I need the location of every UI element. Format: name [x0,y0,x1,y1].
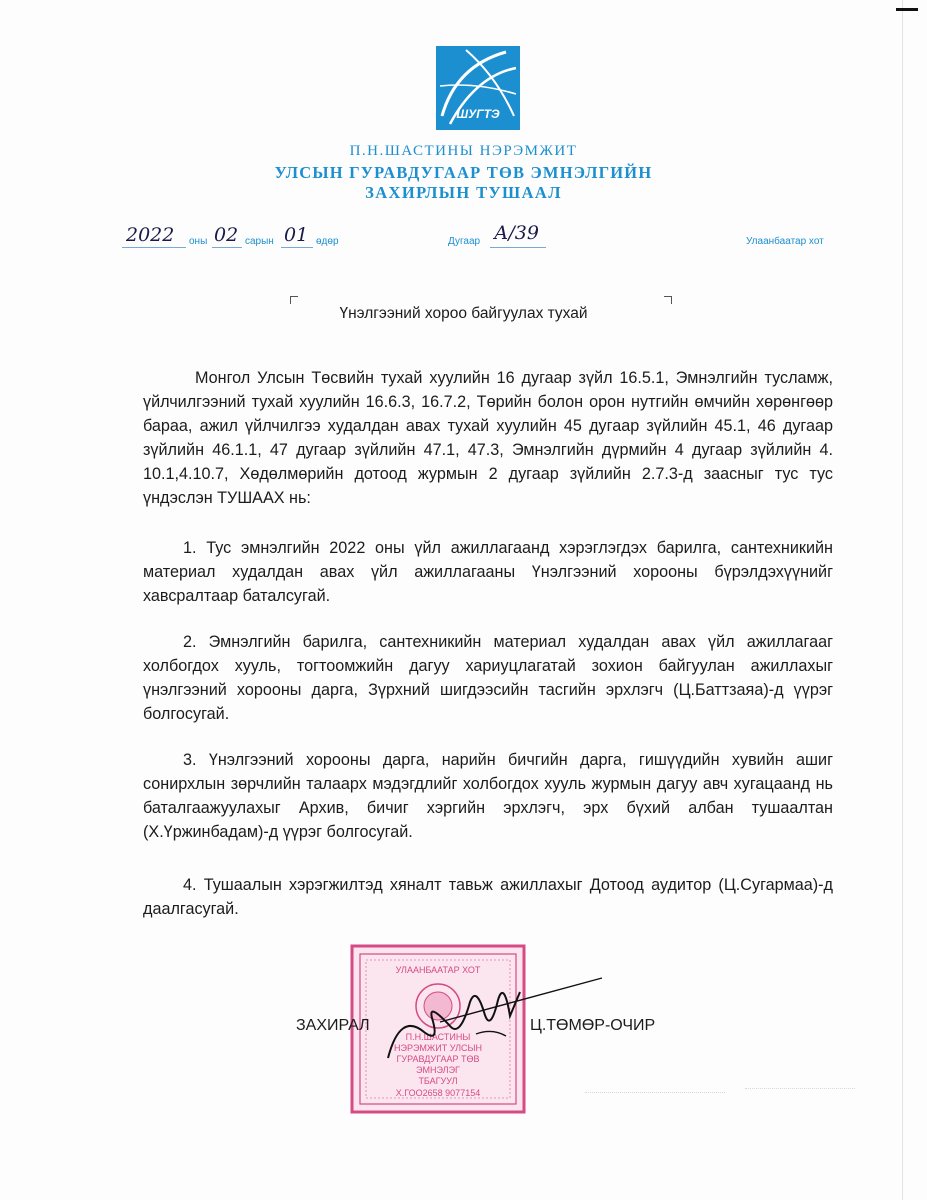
header-line-3: ЗАХИРЛЫН ТУШААЛ [365,183,562,202]
logo-text: ШУГТЭ [456,107,500,121]
signer-role: ЗАХИРАЛ [296,1017,370,1034]
city-label: Улаанбаатар хот [746,236,824,247]
order-item-4-text: 4. Тушаалын хэрэгжилтэд хяналт тавьж ажиллахыг Дотоод аудитор (Ц.Сугармаа)-д даалгасугай. [143,876,833,918]
month-underline [212,247,242,248]
stamp-line-3: ГУРАВДУГААР ТӨВ [396,1054,480,1064]
intro-text: Монгол Улсын Төсвийн тухай хуулийн 16 дугаар зүйл 16.5.1, Эмнэлгийн тусламж, үйлчилгээний тухай хуулийн 16.6.3, 16.7.2, Төрийн болон орон нутгийн өмчийн хөрөнгөөр бараа, ажил үйлчилгээ худалдан авах тухай хуулийн 45 дугаар зүйлийн 45.1, 46 дугаар зүйлийн 46.1.1, 47 дугаар зүйлийн 47.1, 47.3, Эмнэлгийн дүрмийн 4 дугаар зүйлийн 4. 10.1,4.10.7, Хөдөлмөрийн дотоод журмын 2 дугаар зүйлийн 2.7.3-д заасныг тус тус үндэслэн ТУШААХ нь: [143,369,833,507]
month-suffix: сарын [245,236,274,247]
header-line-1: П.Н.ШАСТИНЫ НЭРЭМЖИТ [349,143,578,159]
order-item-3 [143,748,833,844]
stamp-bottom: Х.ГОО2658 9077154 [395,1088,481,1098]
order-item-3-text: 3. Үнэлгээний хорооны дарга, нарийн бичгийн дарга, гишүүдийн хувийн ашиг сонирхлын зөрчлийн талаарх мэдэгдлийг холбогдох хууль журмын дагуу авч хугацаанд нь баталгаажуулахыг Архив, бичиг хэргийн эрхлэгч, эрх бүхий албан тушаалтан (Х.Үржинбадам)-д үүрэг болгосугай. [143,751,833,841]
header-line-2: УЛСЫН ГУРАВДУГААР ТӨВ ЭМНЭЛГИЙН [274,163,653,182]
year-suffix: оны [189,236,208,247]
date-year: 2022 [126,224,175,246]
year-underline [122,247,186,248]
title-bracket-left [290,296,298,304]
number-underline [490,247,546,248]
order-number: А/39 [494,222,539,244]
show-through-mark [585,1092,725,1123]
stamp-line-2: НЭРЭМЖИТ УЛСЫН [393,1043,483,1053]
stamp-top-text: УЛААНБААТАР ХОТ [395,965,481,975]
corner-mark [896,8,918,11]
day-underline [281,247,313,248]
document-title: Үнэлгээний хороо байгуулах тухай [339,305,588,322]
day-suffix: өдөр [316,236,339,247]
intro-paragraph [143,366,833,510]
order-item-2-text: 2. Эмнэлгийн барилга, сантехникийн материал худалдан авах үйл ажиллагааг холбогдох хууль, тогтоомжийн дагуу хариуцлагатай зохион байгуулан ажиллахыг үнэлгээний хорооны дарга, Зүрхний шигдээсийн тасгийн эрхлэгч (Ц.Баттзаяа)-д үүрэг болгосугай. [143,633,833,723]
signer-name: Ц.ТӨМӨР-ОЧИР [530,1017,656,1034]
order-item-2 [143,630,833,726]
stamp-line-5: ТБАГУУЛ [418,1076,458,1086]
stamp-line-1: П.Н.ШАСТИНЫ [405,1032,471,1042]
number-label: Дугаар [448,236,481,247]
date-day: 01 [284,224,309,246]
date-month: 02 [214,224,239,246]
order-item-4 [143,873,833,921]
hospital-logo [436,46,520,130]
show-through-mark-right [745,1088,855,1119]
title-bracket-right [664,296,672,304]
order-item-1 [143,536,833,608]
stamp-line-4: ЭМНЭЛЭГ [416,1065,460,1075]
order-item-1-text: 1. Тус эмнэлгийн 2022 оны үйл ажиллагаанд хэрэглэгдэх барилга, сантехникийн материал худалдан авах үйл ажиллагааны Үнэлгээний хорооны бүрэлдэхүүнийг хавсралтаар баталсугай. [143,539,833,605]
